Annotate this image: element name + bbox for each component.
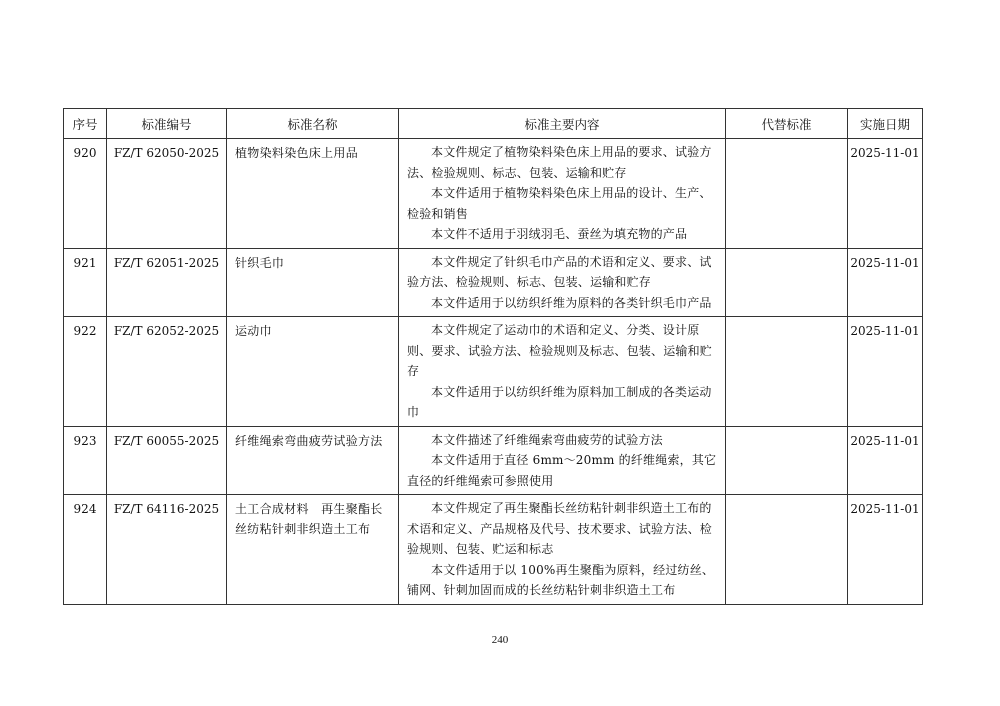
table-row <box>64 317 923 427</box>
content-paragraph: 本文件适用于以 100%再生聚酯为原料，经过纺丝、铺网、针刺加固而成的长丝纺粘针刺非织造土工布 <box>407 562 715 597</box>
header-implementation-date: 实施日期 <box>848 109 923 139</box>
row-number: 922 <box>64 317 107 427</box>
row-date: 2025-11-01 <box>848 139 923 249</box>
standards-table <box>63 108 923 605</box>
table-header-row <box>64 109 923 139</box>
row-number: 923 <box>64 426 107 495</box>
page-number: 240 <box>491 634 509 646</box>
row-standard-name: 植物染料染色床上用品 <box>227 139 399 249</box>
header-standard-name: 标准名称 <box>227 109 399 139</box>
table-row <box>64 426 923 495</box>
row-replaces <box>726 495 848 605</box>
header-main-content: 标准主要内容 <box>399 109 726 139</box>
row-replaces <box>726 248 848 317</box>
table-row <box>64 495 923 605</box>
header-standard-code: 标准编号 <box>107 109 227 139</box>
row-standard-code: FZ/T 62052-2025 <box>107 317 227 427</box>
content-paragraph: 本文件规定了植物染料染色床上用品的要求、试验方法、检验规则、标志、包装、运输和贮存 <box>407 145 712 180</box>
row-standard-code: FZ/T 60055-2025 <box>107 426 227 495</box>
row-content <box>399 426 726 495</box>
row-standard-code: FZ/T 62051-2025 <box>107 248 227 317</box>
row-standard-name: 运动巾 <box>227 317 399 427</box>
row-replaces <box>726 317 848 427</box>
row-number: 921 <box>64 248 107 317</box>
table-row <box>64 139 923 249</box>
content-paragraph: 本文件不适用于羽绒羽毛、蚕丝为填充物的产品 <box>431 227 688 241</box>
row-standard-code: FZ/T 62050-2025 <box>107 139 227 249</box>
row-date: 2025-11-01 <box>848 248 923 317</box>
table-row <box>64 248 923 317</box>
content-paragraph: 本文件规定了再生聚酯长丝纺粘针刺非织造土工布的术语和定义、产品规格及代号、技术要求、试验方法、检验规则、包装、贮运和标志 <box>407 501 713 556</box>
content-paragraph: 本文件适用于以纺织纤维为原料的各类针织毛巾产品 <box>431 295 712 310</box>
row-replaces <box>726 426 848 495</box>
row-standard-name: 针织毛巾 <box>227 248 399 317</box>
content-paragraph: 本文件适用于直径 6mm～20mm 的纤维绳索，其它直径的纤维绳索可参照使用 <box>407 453 717 488</box>
row-date: 2025-11-01 <box>848 495 923 605</box>
row-content <box>399 248 726 317</box>
content-paragraph: 本文件适用于植物染料染色床上用品的设计、生产、检验和销售 <box>407 186 712 221</box>
content-paragraph: 本文件描述了纤维绳索弯曲疲劳的试验方法 <box>431 432 663 447</box>
row-content <box>399 495 726 605</box>
header-serial: 序号 <box>64 109 107 139</box>
row-standard-name: 土工合成材料 再生聚酯长丝纺粘针刺非织造土工布 <box>227 495 399 605</box>
content-paragraph: 本文件规定了针织毛巾产品的术语和定义、要求、试验方法、检验规则、标志、包装、运输和贮存 <box>407 254 712 289</box>
row-content <box>399 139 726 249</box>
row-number: 920 <box>64 139 107 249</box>
row-content <box>399 317 726 427</box>
row-standard-code: FZ/T 64116-2025 <box>107 495 227 605</box>
content-paragraph: 本文件规定了运动巾的术语和定义、分类、设计原则、要求、试验方法、检验规则及标志、包装、运输和贮存 <box>407 323 713 378</box>
row-standard-name: 纤维绳索弯曲疲劳试验方法 <box>227 426 399 495</box>
row-replaces <box>726 139 848 249</box>
header-replaces: 代替标准 <box>726 109 848 139</box>
content-paragraph: 本文件适用于以纺织纤维为原料加工制成的各类运动巾 <box>407 384 712 419</box>
row-number: 924 <box>64 495 107 605</box>
row-date: 2025-11-01 <box>848 426 923 495</box>
row-date: 2025-11-01 <box>848 317 923 427</box>
